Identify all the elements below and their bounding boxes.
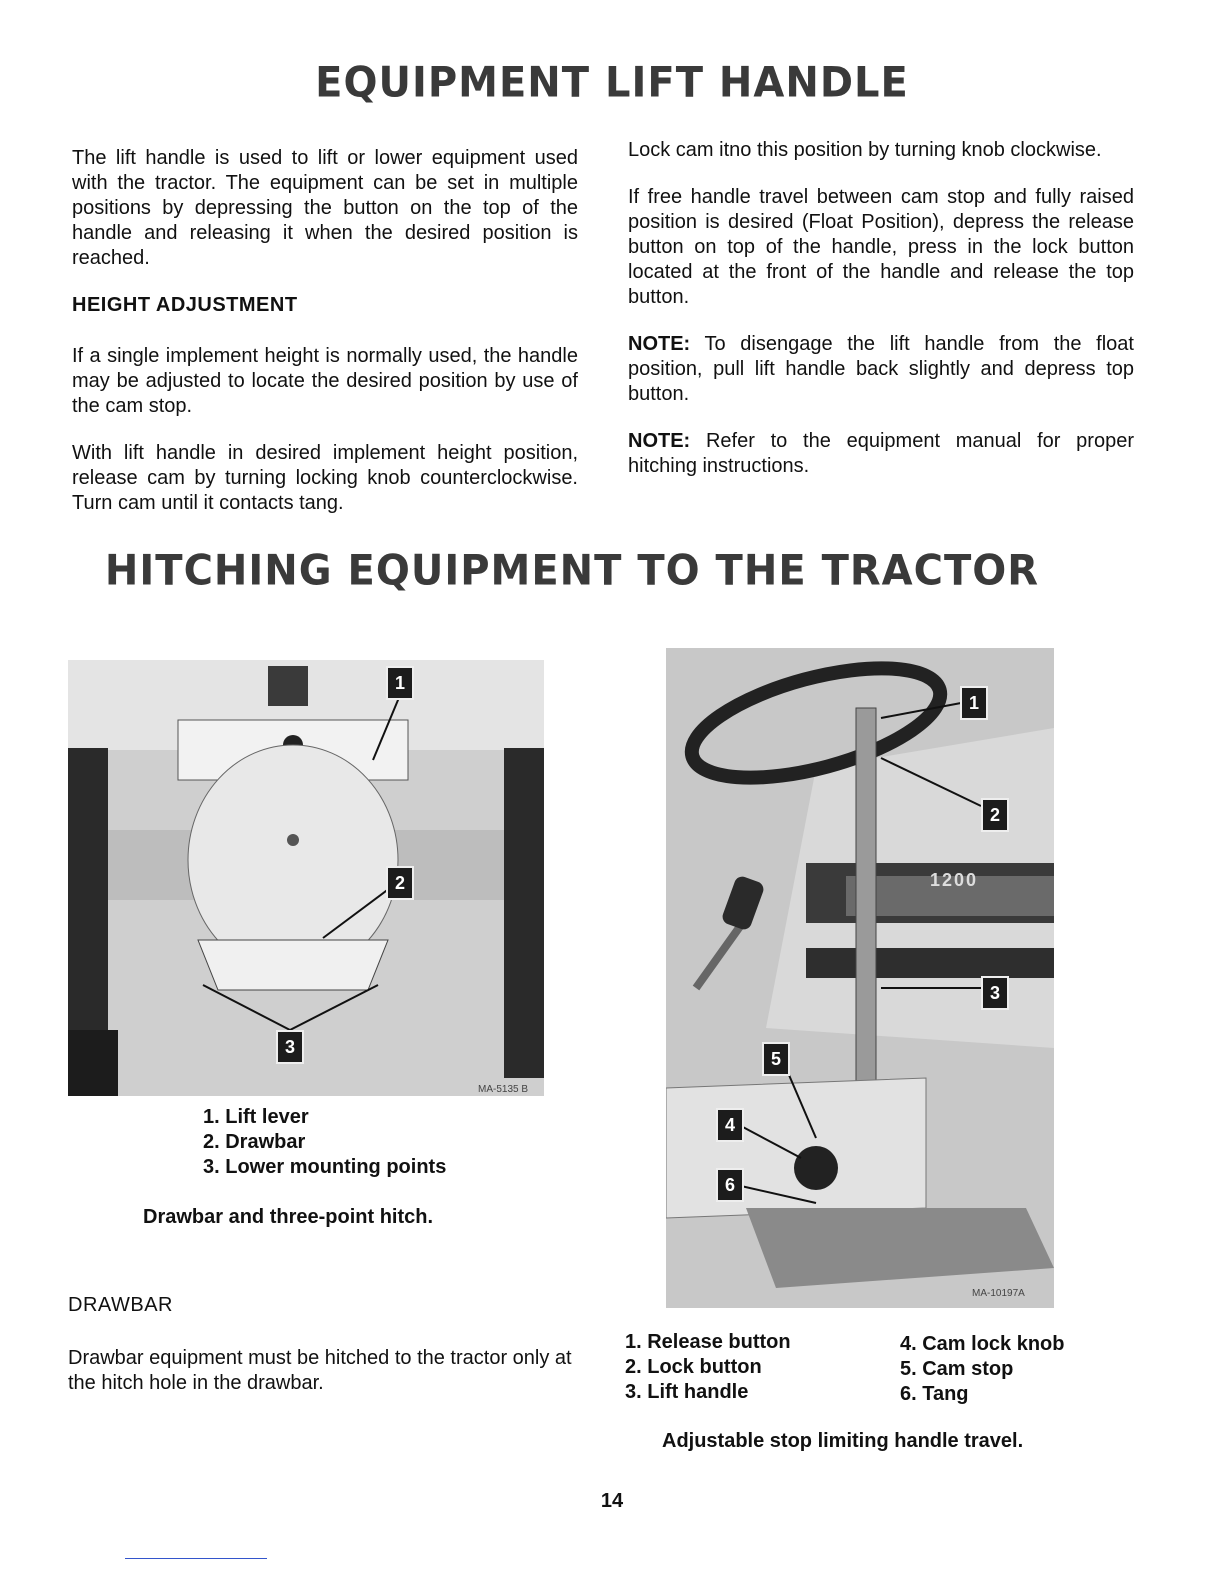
float-position-paragraph: If free handle travel between cam stop and fully raised position is desired (Float Position), depress the release button on top of the handle, press in the lock button located at the front of the handle and release the top button. [628,186,1134,308]
legend-item: 4. Cam lock knob [900,1333,1065,1355]
figure2-legend-left [625,1330,791,1405]
callout-2: 2 [386,866,414,900]
intro-paragraph: The lift handle is used to lift or lower equipment used with the tractor. The equipment can be set in multiple positions by depressing the button on the top of the handle and releasing it when the desired position is reached. [72,147,578,269]
section-title: HITCHING EQUIPMENT TO THE TRACTOR [104,546,1040,596]
callout-1: 1 [386,666,414,700]
legend-item: 2. Lock button [625,1356,762,1378]
height-adjustment-heading: HEIGHT ADJUSTMENT [72,294,298,316]
note-text: To disengage the lift handle from the float position, pull lift handle back slightly and depress top button. [628,333,1134,405]
callout-5: 5 [762,1042,790,1076]
page-title: EQUIPMENT LIFT HANDLE [315,58,909,108]
callout-3: 3 [276,1030,304,1064]
drawbar-photo [68,660,544,1096]
callout-1: 1 [960,686,988,720]
figure1-legend [203,1105,446,1180]
legend-item: 1. Lift lever [203,1106,309,1128]
figure2-legend-right [900,1332,1065,1407]
callout-2: 2 [981,798,1009,832]
note-text: Refer to the equipment manual for proper hitching instructions. [628,430,1134,477]
drawbar-paragraph: Drawbar equipment must be hitched to the tractor only at the hitch hole in the drawbar. [68,1347,572,1394]
note-1 [628,332,1134,407]
drawbar-text-block [68,1346,580,1418]
note-2 [628,429,1134,479]
left-column [72,146,578,538]
legend-item: 1. Release button [625,1331,791,1353]
callout-3: 3 [981,976,1009,1010]
legend-item: 3. Lower mounting points [203,1156,447,1178]
figure-code: MA-5135 B [478,1084,529,1095]
lock-cam-paragraph: Lock cam itno this position by turning knob clockwise. [628,139,1102,161]
note-label: NOTE: [628,430,691,452]
figure-code: MA-10197A [972,1288,1025,1299]
legend-item: 5. Cam stop [900,1358,1014,1380]
footer-rule [125,1558,267,1559]
page-number: 14 [600,1490,624,1512]
figure2-caption: Adjustable stop limiting handle travel. [662,1430,1024,1452]
right-column [628,138,1134,501]
height-paragraph-2: With lift handle in desired implement height position, release cam by turning locking knob counterclockwise. Turn cam until it contacts tang. [72,442,578,514]
height-paragraph-1: If a single implement height is normally used, the handle may be adjusted to locate the desired position by use of the cam stop. [72,345,578,417]
legend-item: 2. Drawbar [203,1131,306,1153]
model-badge: 1200 [930,870,979,890]
callout-4: 4 [716,1108,744,1142]
lift-handle-photo [666,648,1054,1308]
legend-item: 3. Lift handle [625,1381,749,1403]
note-label: NOTE: [628,333,691,355]
figure1-caption: Drawbar and three-point hitch. [143,1206,434,1228]
legend-item: 6. Tang [900,1383,969,1405]
drawbar-illustration [68,660,544,1096]
drawbar-heading: DRAWBAR [68,1294,173,1316]
callout-6: 6 [716,1168,744,1202]
